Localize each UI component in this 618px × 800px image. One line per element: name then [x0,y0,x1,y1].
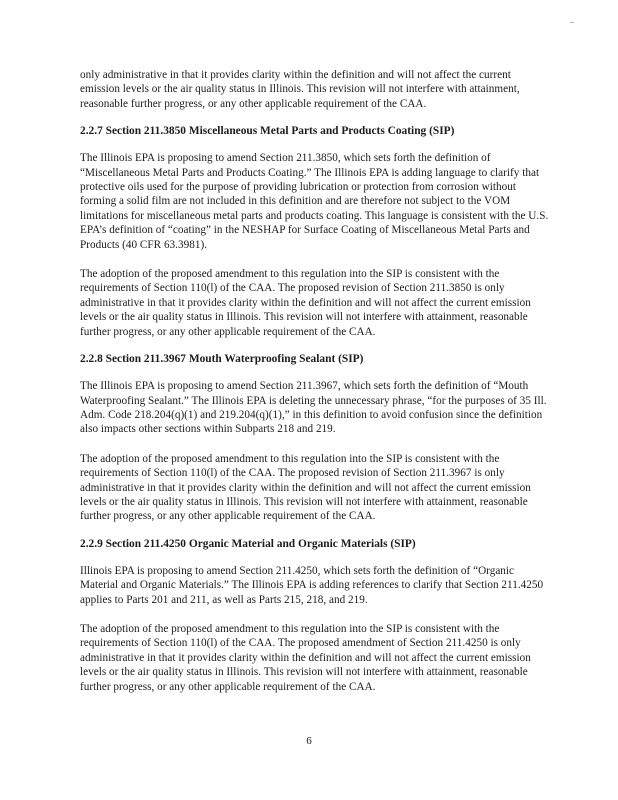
document-page [80,68,550,694]
section-heading-2-2-9: 2.2.9 Section 211.4250 Organic Material and Organic Materials (SIP) [80,537,416,550]
section-2-2-9-paragraph-2: The adoption of the proposed amendment to this regulation into the SIP is consistent with the requirements of Section 110(l) of the CAA. The proposed amendment of Section 211.4250 is only administrative in that it provides clarity within the definition and will not affect the current emission levels or the air quality status in Illinois. This revision will not interfere with attainment, reasonable further progress, or any other applicable requirement of the CAA. [80,622,531,693]
intro-paragraph: only administrative in that it provides clarity within the definition and will not affect the current emission levels or the air quality status in Illinois. This revision will not interfere with attainment, reasonable further progress, or any other applicable requirement of the CAA. [80,69,520,110]
section-2-2-7-paragraph-1: The Illinois EPA is proposing to amend Section 211.3850, which sets forth the definition of “Miscellaneous Metal Parts and Products Coating.” The Illinois EPA is adding language to clarify that protective oils used for the purpose of providing lubrication or protection from corrosion without forming a solid film are not included in this definition and are therefore not subject to the VOM limitations for miscellaneous metal parts and products coating. This language is consistent with the U.S. EPA’s definition of “coating” in the NESHAP for Surface Coating of Miscellaneous Metal Parts and Products (40 CFR 63.3981). [80,152,549,251]
section-2-2-9-paragraph-1: Illinois EPA is proposing to amend Section 211.4250, which sets forth the definition of “Organic Material and Organic Materials.” The Illinois EPA is adding references to clarify that Section 211.4250 applies to Parts 201 and 211, as well as Parts 215, 218, and 219. [80,564,544,606]
section-2-2-8-paragraph-2: The adoption of the proposed amendment to this regulation into the SIP is consistent with the requirements of Section 110(l) of the CAA. The proposed revision of Section 211.3967 is only administrative in that it provides clarity within the definition and will not affect the current emission levels or the air quality status in Illinois. This revision will not interfere with attainment, reasonable further progress, or any other applicable requirement of the CAA. [80,452,531,523]
section-heading-2-2-8: 2.2.8 Section 211.3967 Mouth Waterproofing Sealant (SIP) [80,353,364,366]
page-number: 6 [306,735,312,747]
scan-artifact [570,22,574,23]
section-2-2-8-paragraph-1: The Illinois EPA is proposing to amend Section 211.3967, which sets forth the definition of “Mouth Waterproofing Sealant.” The Illinois EPA is deleting the unnecessary phrase, “for the purposes of 35 Ill. Adm. Code 218.204(q)(1) and 219.204(q)(1),” in this definition to avoid confusion since the definition also impacts other sections within Subparts 218 and 219. [80,380,547,436]
section-heading-2-2-7: 2.2.7 Section 211.3850 Miscellaneous Metal Parts and Products Coating (SIP) [80,125,455,138]
section-2-2-7-paragraph-2: The adoption of the proposed amendment to this regulation into the SIP is consistent with the requirements of Section 110(l) of the CAA. The proposed revision of Section 211.3850 is only administrative in that it provides clarity within the definition and will not affect the current emission levels or the air quality status in Illinois. This revision will not interfere with attainment, reasonable further progress, or any other applicable requirement of the CAA. [80,268,531,338]
